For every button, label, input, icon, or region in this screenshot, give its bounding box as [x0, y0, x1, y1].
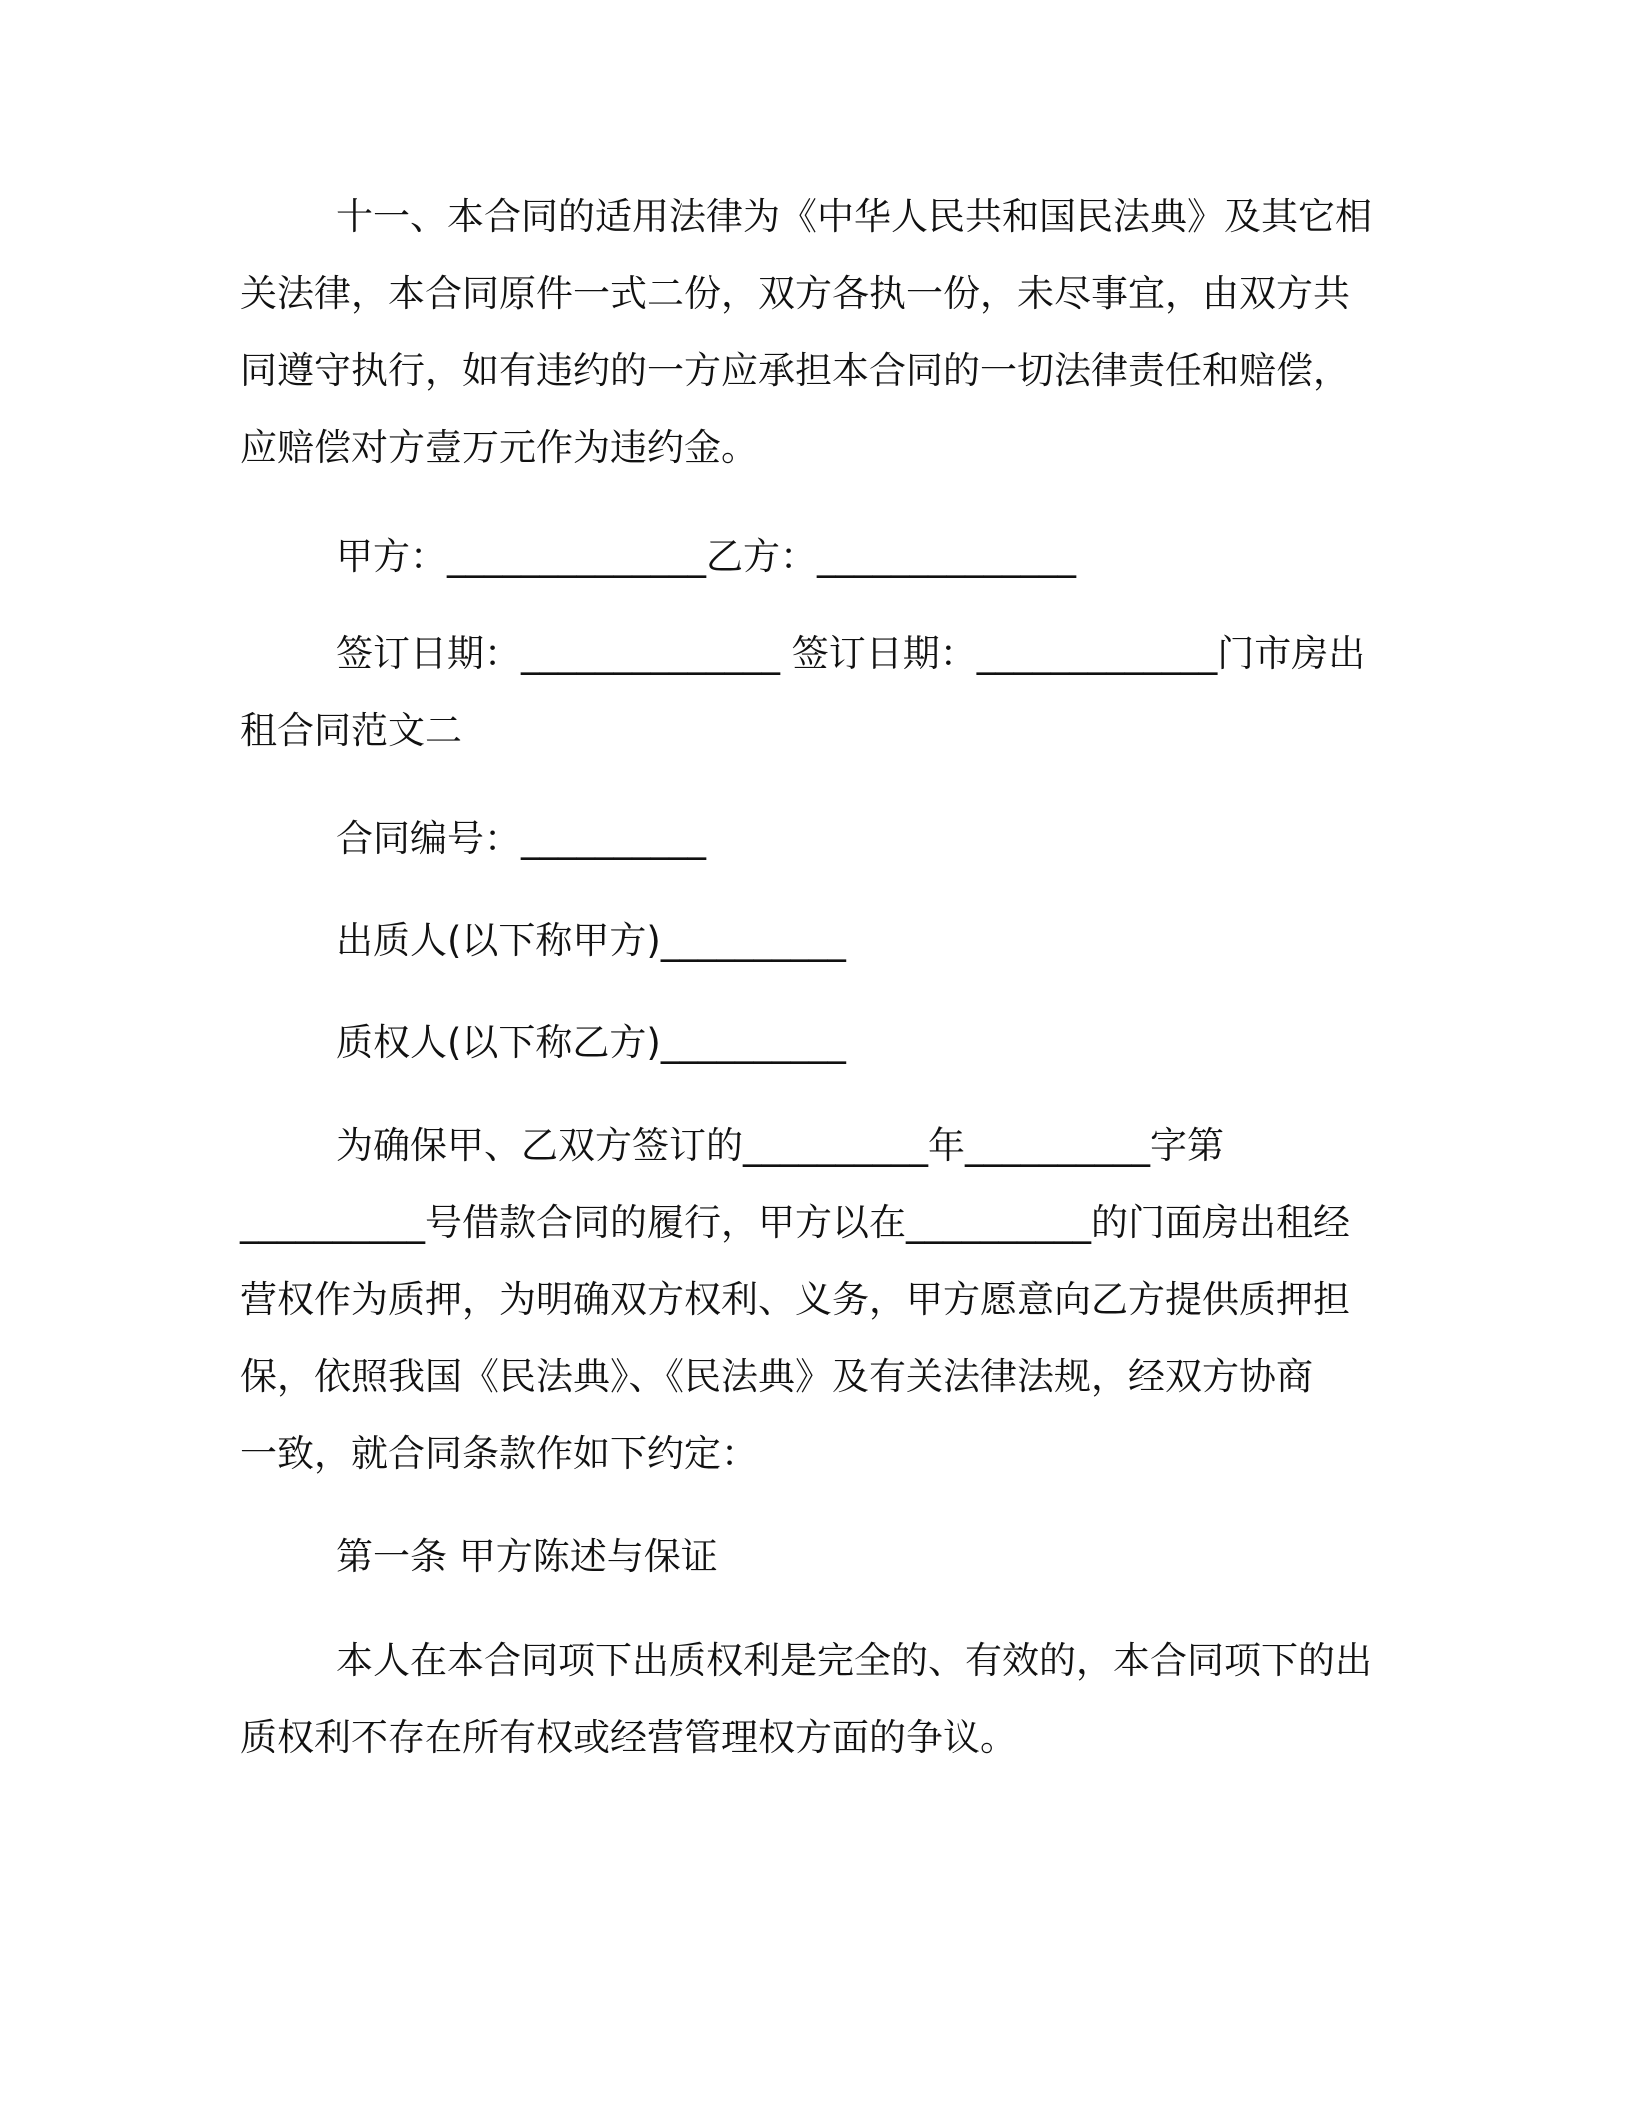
article1-line-2: 质权利不存在所有权或经营管理权方面的争议。: [240, 1716, 1017, 1759]
sign-date-line: 签订日期：______________ 签订日期：_____________门市房出: [336, 632, 1366, 675]
preamble-line-1: 为确保甲、乙双方签订的__________年__________字第: [336, 1124, 1224, 1167]
clause11-line-2: 关法律，本合同原件一式二份，双方各执一份，未尽事宜，由双方共: [240, 272, 1350, 315]
clause11-line-1: 十一、本合同的适用法律为《中华人民共和国民法典》及其它相: [336, 195, 1372, 238]
preamble-line-3: 营权作为质押，为明确双方权利、义务，甲方愿意向乙方提供质押担: [240, 1278, 1350, 1321]
preamble-line-4: 保，依照我国《民法典》、《民法典》及有关法律法规，经双方协商: [240, 1355, 1313, 1398]
sign-date-line-cont: 租合同范文二: [240, 709, 462, 752]
preamble-line-5: 一致，就合同条款作如下约定：: [240, 1432, 758, 1475]
article1-title: 第一条 甲方陈述与保证: [336, 1535, 718, 1578]
pledgor-line: 出质人(以下称甲方)__________: [336, 919, 846, 962]
party-signature-line: 甲方：______________乙方：______________: [336, 535, 1076, 578]
pledgee-line: 质权人(以下称乙方)__________: [336, 1021, 846, 1064]
contract-number: 合同编号：__________: [336, 817, 706, 860]
clause11-line-3: 同遵守执行，如有违约的一方应承担本合同的一切法律责任和赔偿，: [240, 349, 1350, 392]
preamble-line-2: __________号借款合同的履行，甲方以在__________的门面房出租经: [240, 1201, 1350, 1244]
article1-line-1: 本人在本合同项下出质权利是完全的、有效的，本合同项下的出: [336, 1639, 1372, 1682]
clause11-line-4: 应赔偿对方壹万元作为违约金。: [240, 426, 758, 469]
